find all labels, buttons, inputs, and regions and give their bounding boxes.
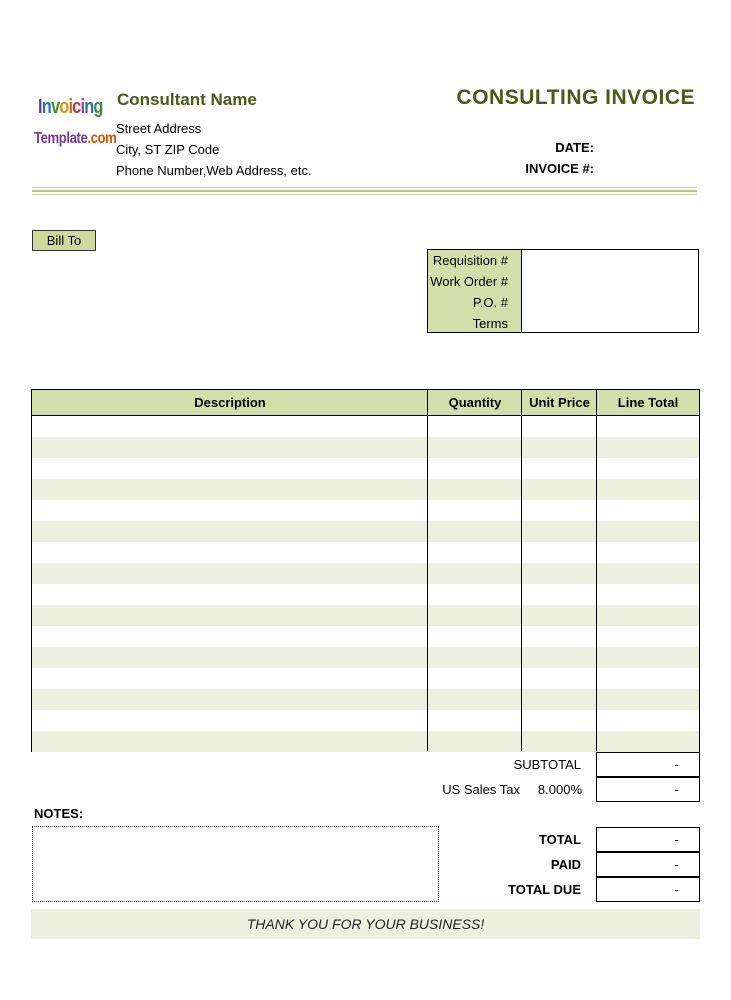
total-due-value: - xyxy=(596,877,700,902)
logo-letter: g xyxy=(93,96,103,118)
table-row[interactable] xyxy=(32,605,699,626)
total-label: TOTAL xyxy=(538,832,581,847)
logo-letter: v xyxy=(50,96,60,118)
contact-info: Phone Number,Web Address, etc. xyxy=(116,163,312,178)
page-title: CONSULTING INVOICE xyxy=(456,86,695,109)
table-row[interactable] xyxy=(32,563,699,584)
table-row[interactable] xyxy=(32,437,699,458)
requisition-label: Requisition # xyxy=(432,253,508,268)
total-due-label: TOTAL DUE xyxy=(508,882,581,897)
header-divider-thick xyxy=(32,190,697,192)
column-divider xyxy=(596,390,597,751)
sales-tax-label: US Sales Tax xyxy=(442,782,520,797)
logo-letter: n xyxy=(41,96,51,118)
work-order-label: Work Order # xyxy=(430,274,508,289)
table-header xyxy=(32,390,699,416)
sales-tax-rate: 8.000% xyxy=(537,782,582,797)
column-divider xyxy=(521,390,522,751)
date-label: DATE: xyxy=(555,140,594,155)
logo-letter: I xyxy=(38,96,42,118)
header-divider-2 xyxy=(32,194,697,195)
table-row[interactable] xyxy=(32,647,699,668)
notes-label: NOTES: xyxy=(34,806,84,821)
sales-tax-value: - xyxy=(596,777,700,802)
logo-letter: i xyxy=(68,96,73,118)
column-divider xyxy=(427,390,428,751)
col-description: Description xyxy=(194,395,266,410)
logo-letter: n xyxy=(84,96,94,118)
col-unit-price: Unit Price xyxy=(529,395,590,410)
logo-template-text: Template xyxy=(34,130,88,147)
po-label: P.O. # xyxy=(472,295,508,310)
street-address: Street Address xyxy=(116,121,202,136)
col-quantity: Quantity xyxy=(448,395,502,410)
logo-template-com xyxy=(34,131,116,147)
logo-com-text: .com xyxy=(87,130,117,147)
total-value: - xyxy=(596,827,700,852)
logo-invoicing xyxy=(38,97,103,117)
subtotal-value: - xyxy=(596,752,700,777)
table-row[interactable] xyxy=(32,731,699,752)
line-items-table xyxy=(31,389,700,752)
consultant-name: Consultant Name xyxy=(117,90,257,109)
logo-letter: o xyxy=(59,96,69,118)
paid-value: - xyxy=(596,852,700,877)
order-info-box xyxy=(427,249,699,333)
terms-label: Terms xyxy=(472,316,508,331)
header-divider xyxy=(32,187,697,188)
logo-text xyxy=(38,96,103,118)
city-state-zip: City, ST ZIP Code xyxy=(116,142,220,157)
invoice-number-label: INVOICE #: xyxy=(525,161,594,176)
thank-you-banner: THANK YOU FOR YOUR BUSINESS! xyxy=(31,909,700,939)
logo-letter: i xyxy=(80,96,85,118)
table-row[interactable] xyxy=(32,689,699,710)
table-row[interactable] xyxy=(32,479,699,500)
table-row[interactable] xyxy=(32,521,699,542)
col-line-total: Line Total xyxy=(617,395,679,410)
logo-letter: c xyxy=(72,96,81,118)
notes-field[interactable] xyxy=(32,826,439,902)
bill-to-label: Bill To xyxy=(32,230,96,251)
paid-label: PAID xyxy=(550,857,581,872)
order-info-labels xyxy=(428,250,522,332)
subtotal-label: SUBTOTAL xyxy=(513,757,581,772)
